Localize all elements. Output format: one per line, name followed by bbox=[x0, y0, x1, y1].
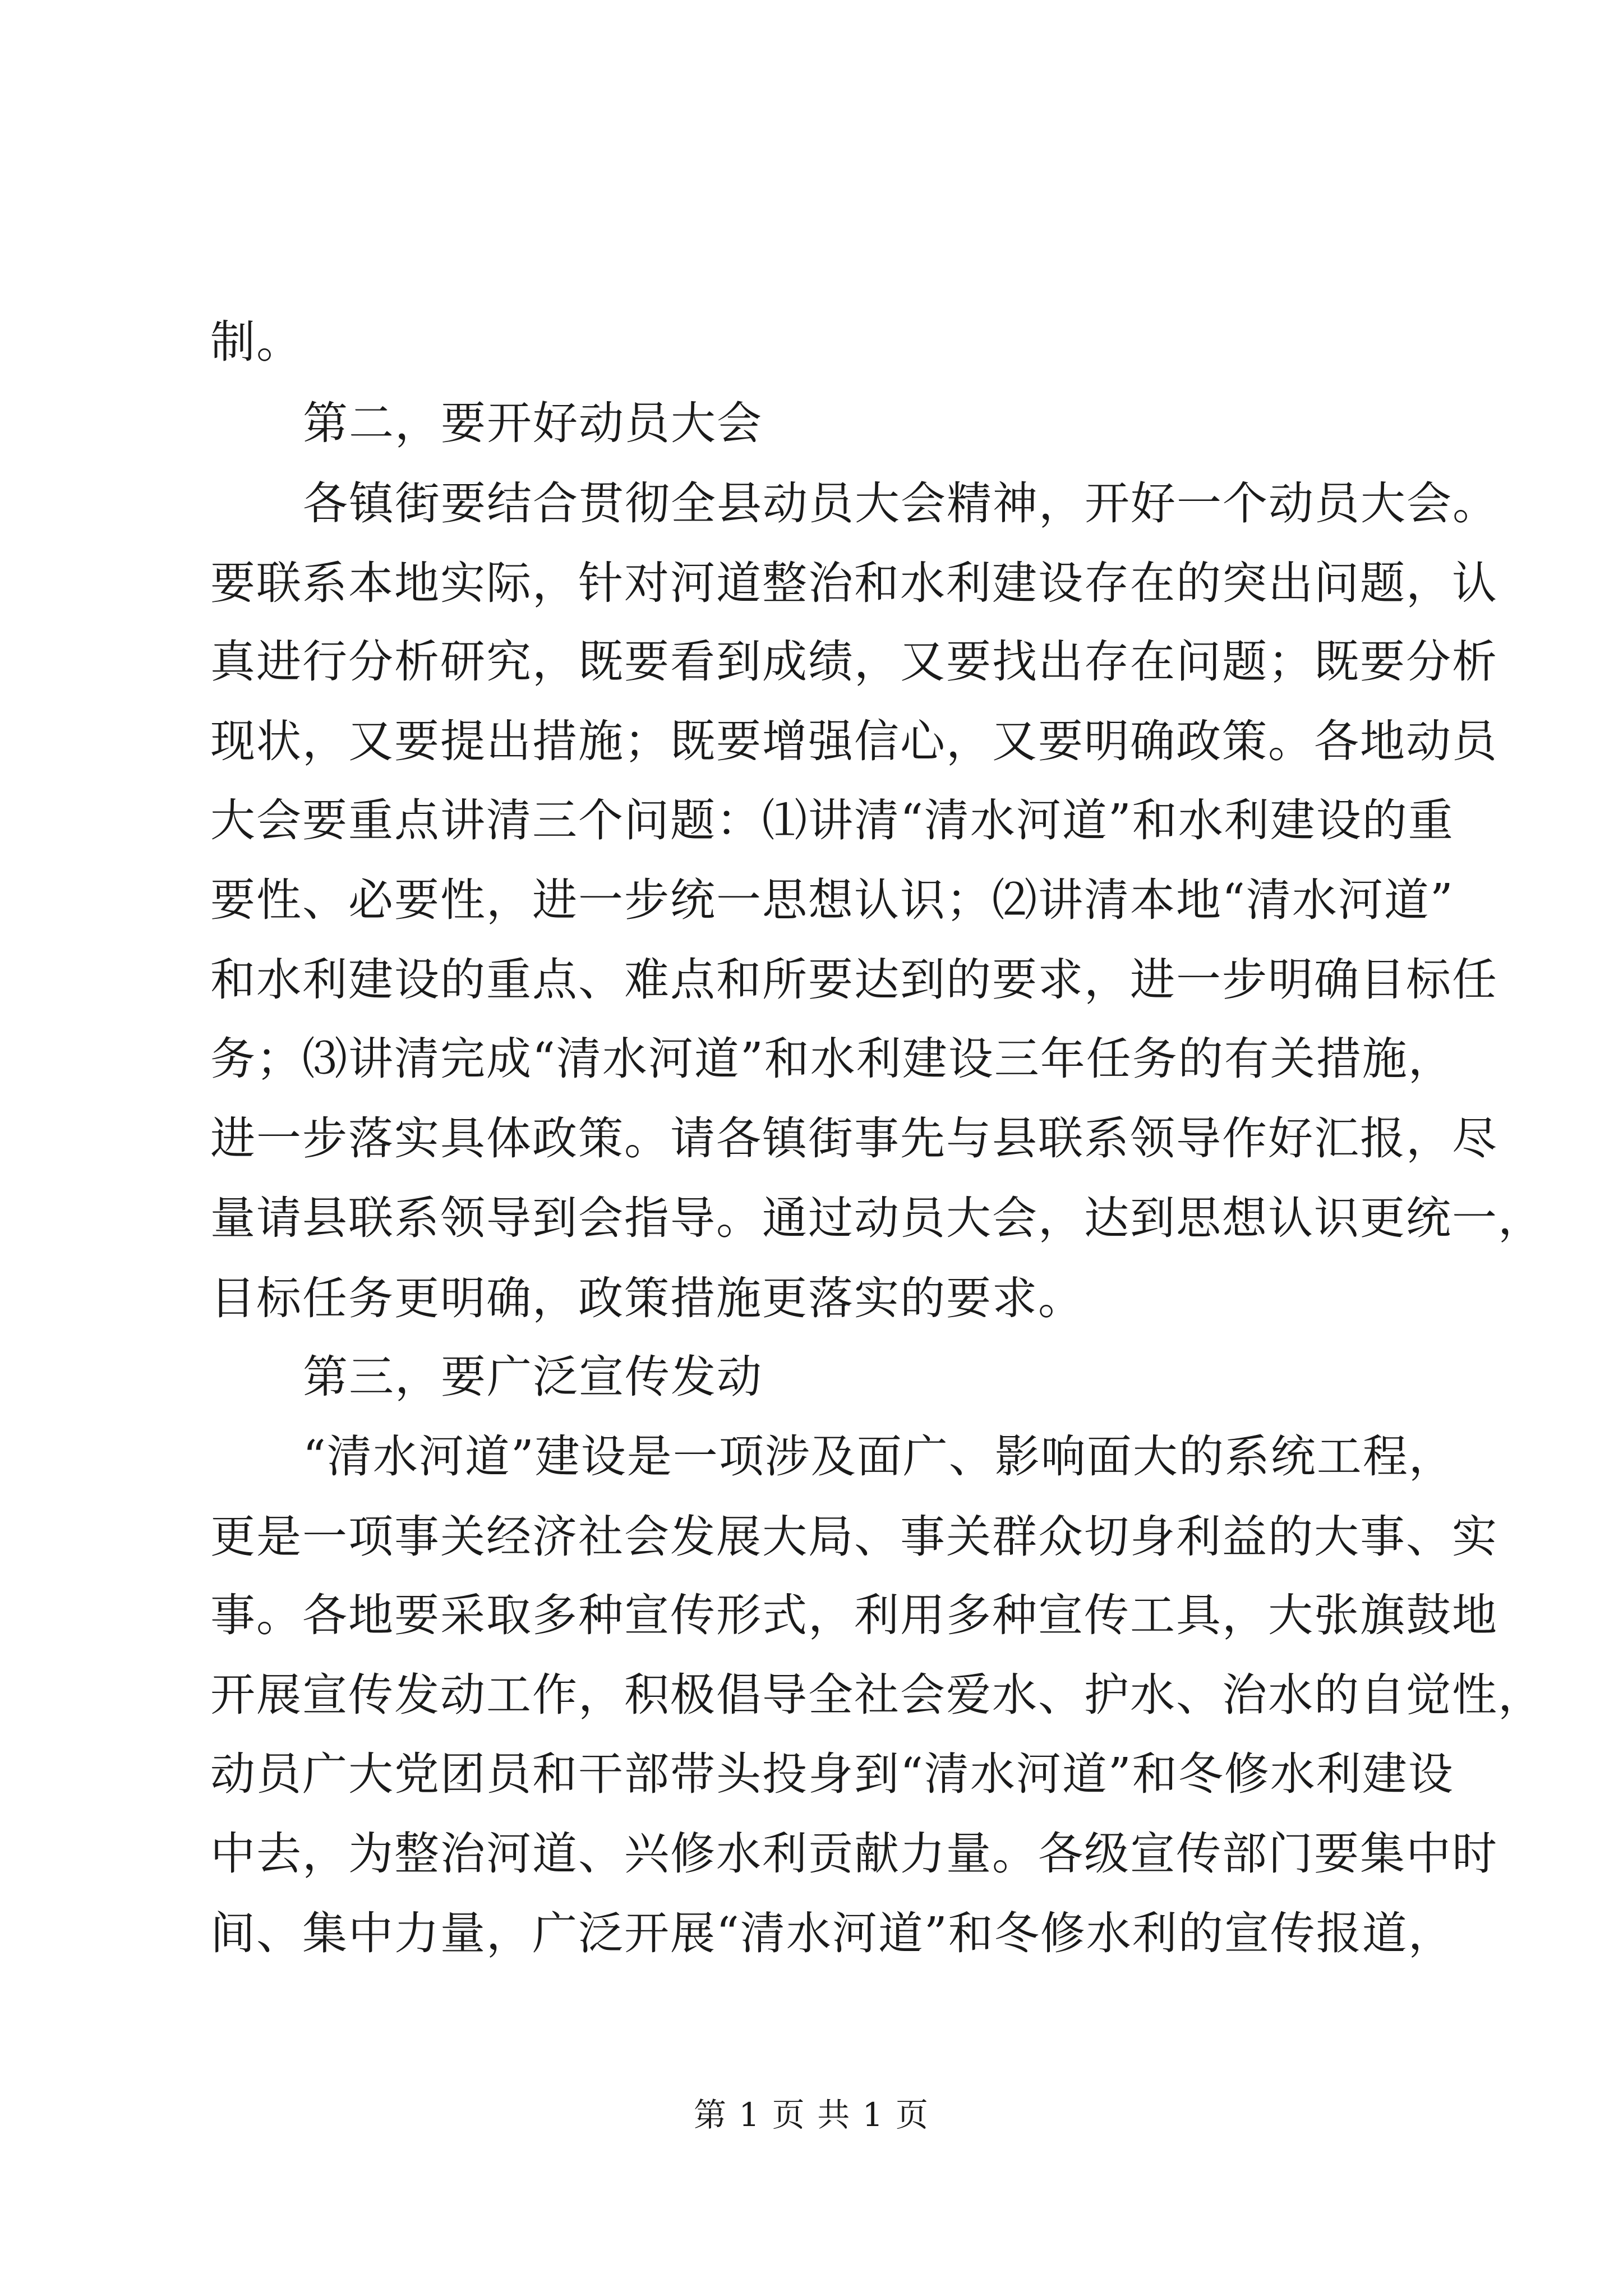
text-line: 量请县联系领导到会指导。通过动员大会，达到思想认识更统一， bbox=[210, 1192, 1544, 1244]
text-line: 更是一项事关经济社会发展大局、事关群众切身利益的大事、实 bbox=[210, 1511, 1498, 1563]
text-line: 要联系本地实际，针对河道整治和水利建设存在的突出问题，认 bbox=[210, 557, 1498, 609]
section-heading: 第三，要广泛宣传发动 bbox=[303, 1351, 763, 1403]
text-line: 现状，又要提出措施；既要增强信心，又要明确政策。各地动员 bbox=[210, 715, 1498, 767]
text-line: 大会要重点讲清三个问题：⑴讲清“清水河道”和水利建设的重 bbox=[210, 794, 1454, 846]
text-line: 各镇街要结合贯彻全县动员大会精神，开好一个动员大会。 bbox=[303, 477, 1498, 530]
text-line: 务；⑶讲清完成“清水河道”和水利建设三年任务的有关措施， bbox=[210, 1033, 1454, 1085]
text-line: 目标任务更明确，政策措施更落实的要求。 bbox=[210, 1272, 1084, 1324]
page-footer: 第 1 页 共 1 页 bbox=[694, 2096, 929, 2134]
text-line: 真进行分析研究，既要看到成绩，又要找出存在问题；既要分析 bbox=[210, 636, 1498, 688]
text-line: 开展宣传发动工作，积极倡导全社会爱水、护水、治水的自觉性， bbox=[210, 1669, 1544, 1721]
text-line: 间、集中力量，广泛开展“清水河道”和冬修水利的宣传报道， bbox=[210, 1907, 1454, 1959]
text-line: “清水河道”建设是一项涉及面广、影响面大的系统工程， bbox=[303, 1430, 1455, 1483]
text-line: 要性、必要性，进一步统一思想认识；⑵讲清本地“清水河道” bbox=[210, 874, 1454, 926]
section-heading: 第二，要开好动员大会 bbox=[303, 397, 763, 449]
text-line: 动员广大党团员和干部带头投身到“清水河道”和冬修水利建设 bbox=[210, 1748, 1454, 1800]
text-line: 和水利建设的重点、难点和所要达到的要求，进一步明确目标任 bbox=[210, 954, 1498, 1006]
text-line: 中去，为整治河道、兴修水利贡献力量。各级宣传部门要集中时 bbox=[210, 1828, 1498, 1880]
text-line: 制。 bbox=[210, 316, 302, 368]
text-line: 事。各地要采取多种宣传形式，利用多种宣传工具，大张旗鼓地 bbox=[210, 1589, 1498, 1641]
text-line: 进一步落实具体政策。请各镇街事先与县联系领导作好汇报，尽 bbox=[210, 1112, 1498, 1165]
